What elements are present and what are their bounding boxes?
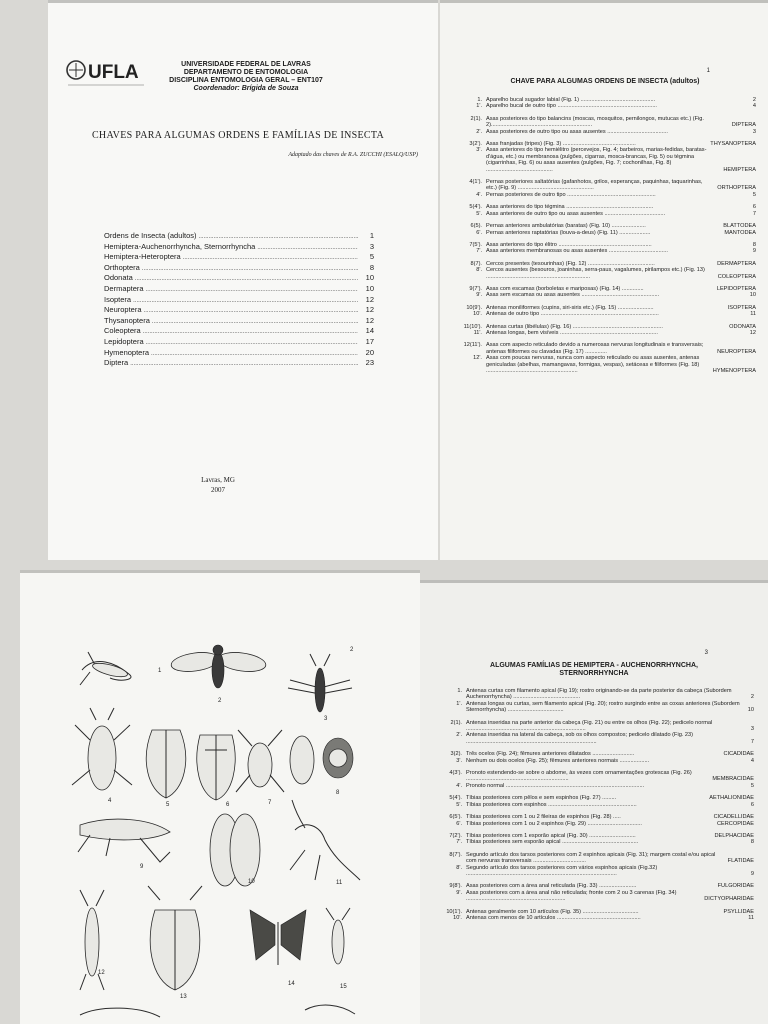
couplet-result: CERCOPIDAE bbox=[717, 820, 754, 827]
couplet-number: 1'. bbox=[456, 700, 462, 707]
fig-label-7: 7 bbox=[268, 800, 272, 806]
couplet-result: 3 bbox=[750, 726, 754, 733]
toc-page: 12 bbox=[365, 305, 374, 315]
toc-leader bbox=[133, 298, 358, 304]
couplet-text: Asas posteriores com a área anal não reticulada; fronte com 2 ou 3 carenas (Fig. 34) ................................................................ bbox=[466, 889, 677, 903]
couplet-result: HEMIPTERA bbox=[723, 166, 756, 173]
key-entry bbox=[452, 355, 756, 374]
key-entry bbox=[432, 688, 754, 701]
couplet-number: 6'. bbox=[456, 820, 462, 827]
figure-10 bbox=[210, 814, 260, 886]
key-entry bbox=[432, 770, 754, 783]
couplet-number: 5'. bbox=[476, 210, 482, 217]
toc-row bbox=[104, 273, 374, 284]
key-entry bbox=[452, 129, 756, 135]
couplet-text: Cercos ausentes (besouros, joaninhas, serra-paus, vagalumes, pirilampos etc.) (Fig. 13) ................................................................... bbox=[486, 267, 705, 280]
couplet-number: 10(1'). bbox=[446, 908, 462, 915]
couplet-text: Aparelho bucal de outro tipo ................................................................ bbox=[486, 103, 657, 110]
couplet-number: 11'. bbox=[473, 329, 482, 336]
hemiptera-key bbox=[432, 688, 754, 921]
couplet-number: 8'. bbox=[456, 864, 462, 871]
key-entry bbox=[432, 839, 754, 845]
couplet-text: Antenas inseridas na lateral da cabeça, sob os olhos compostos; pedicelo dilatado (Fig. 23) .................................................................................... bbox=[466, 732, 693, 745]
toc-leader bbox=[257, 245, 358, 251]
couplet-result: 9 bbox=[750, 870, 754, 877]
couplet-number: 3(2'). bbox=[469, 141, 482, 148]
toc-leader bbox=[135, 276, 358, 282]
institution-header bbox=[166, 61, 326, 93]
couplet-text: Asas anteriores do tipo hemiélitro (percevejos, Fig. 4; barbeiros, marias-fedidas, baratas-d'água, etc.) ou membranosa (pulgões, cigarras, mosca-brancas, Fig. 5) ou tégmina (cigarrinhas, Fig. 6) ou asas ausentes (pulgões, Fig. 7; cochonilhas, Fig. 8) ........................................... bbox=[486, 147, 707, 173]
couplet-number: 1. bbox=[477, 97, 482, 103]
key-entry bbox=[452, 267, 756, 280]
cover-page bbox=[48, 0, 438, 560]
toc-page: 8 bbox=[369, 262, 374, 272]
couplet-result: NEUROPTERA bbox=[717, 348, 756, 355]
key-title: CHAVE PARA ALGUMAS ORDENS DE INSECTA (adultos) bbox=[510, 78, 700, 85]
toc-row bbox=[104, 316, 374, 327]
couplet-result: CICADELLIDAE bbox=[713, 814, 754, 821]
toc-leader bbox=[144, 308, 358, 314]
couplet-result: DICTYOPHARIDAE bbox=[704, 896, 754, 903]
toc-leader bbox=[151, 351, 358, 357]
couplet-result: 9 bbox=[752, 248, 756, 255]
figure-2 bbox=[170, 645, 267, 688]
ufla-logo bbox=[66, 54, 146, 90]
couplet-result: ISOPTERA bbox=[727, 304, 756, 311]
couplet-number: 12(11'). bbox=[463, 342, 482, 349]
toc-leader bbox=[142, 266, 358, 272]
couplet-result: 3 bbox=[752, 128, 756, 135]
department-name: DEPARTAMENTO DE ENTOMOLOGIA bbox=[183, 69, 309, 76]
key-entry bbox=[432, 852, 754, 865]
couplet-result: 5 bbox=[752, 191, 756, 198]
couplet-text: Segundo artículo dos tarsos posteriores com vários espinhos apicais (Fig.32) ................................................................................................. bbox=[466, 864, 658, 877]
couplet-number: 2'. bbox=[476, 128, 482, 135]
couplet-text: Asas anteriores do tipo élitro ............................................................ bbox=[486, 241, 652, 248]
fig-label-9: 9 bbox=[140, 864, 144, 870]
coordinator-name: Coordenador: Brígida de Souza bbox=[193, 85, 299, 92]
couplet-number: 3(2). bbox=[450, 751, 462, 758]
fig-label-11: 11 bbox=[336, 880, 343, 886]
key-title-line-2: STERNORRHYNCHA bbox=[559, 670, 629, 677]
key-entry bbox=[432, 732, 754, 745]
fig-label-1: 1 bbox=[158, 668, 162, 674]
couplet-text: Asas com aspecto reticulado devido a numerosas nervuras longitudinais e transversais; antenas filiformes ou clavadas (Fig. 17) .............. bbox=[486, 342, 704, 355]
figure-11 bbox=[290, 800, 360, 880]
couplet-number: 9'. bbox=[456, 889, 462, 896]
figure-7 bbox=[236, 730, 284, 792]
couplet-result: 4 bbox=[752, 103, 756, 110]
toc-label: Diptera bbox=[104, 358, 129, 368]
toc-label: Thysanoptera bbox=[104, 315, 150, 325]
couplet-text: Aparelho bucal sugador labial (Fig. 1) ................................................ bbox=[486, 97, 656, 103]
couplet-number: 6'. bbox=[476, 229, 482, 236]
couplet-number: 12'. bbox=[473, 355, 482, 362]
fig-label-3: 3 bbox=[324, 716, 328, 722]
couplet-number: 11(10'). bbox=[463, 323, 482, 330]
page-number: 3 bbox=[704, 650, 708, 656]
university-name: UNIVERSIDADE FEDERAL DE LAVRAS bbox=[181, 61, 311, 68]
couplet-text: Nenhum ou dois ocelos (Fig. 25); fêmures anteriores normais ................... bbox=[466, 757, 650, 764]
toc-row bbox=[104, 231, 374, 242]
toc-page: 12 bbox=[365, 315, 374, 325]
couplet-text: Pernas posteriores saltatórias (gafanhotos, grilos, esperanças, paquinhas, taquarinhas, etc.) (Fig. 9) ................................................. bbox=[486, 179, 703, 192]
key-entry bbox=[432, 865, 754, 878]
couplet-number: 5'. bbox=[456, 801, 462, 808]
key-entry bbox=[452, 330, 756, 336]
figure-4 bbox=[72, 708, 132, 790]
couplet-result: 10 bbox=[747, 707, 754, 714]
toc-leader bbox=[146, 287, 358, 293]
toc-label: Dermaptera bbox=[104, 283, 144, 293]
orders-key bbox=[452, 97, 756, 374]
fig-label-13: 13 bbox=[180, 994, 187, 1000]
couplet-result: BLATTODEA bbox=[723, 223, 756, 230]
toc-label: Lepidoptera bbox=[104, 336, 144, 346]
page-edge bbox=[420, 580, 768, 583]
adaptation-note: Adaptado das chaves de R.A. ZUCCHI (ESALQ/USP) bbox=[288, 152, 418, 158]
toc-page: 14 bbox=[365, 326, 374, 336]
couplet-text: Pronoto estendendo-se sobre o abdome, às vezes com ornamentações grotescas (Fig. 26) .................................................................. bbox=[466, 770, 692, 783]
couplet-number: 2(1). bbox=[450, 719, 462, 726]
couplet-text: Antenas moniliformes (cupins, siri-siris etc.) (Fig. 15) ....................... bbox=[486, 304, 654, 311]
couplet-number: 2'. bbox=[456, 732, 462, 739]
key-entry bbox=[432, 720, 754, 733]
key-entry bbox=[452, 192, 756, 198]
key-entry bbox=[452, 292, 756, 298]
couplet-result: ORTHOPTERA bbox=[717, 185, 756, 192]
couplet-text: Asas posteriores de outro tipo ou asas ausentes ....................................... bbox=[486, 128, 668, 135]
couplet-result: DIPTERA bbox=[731, 122, 756, 129]
couplet-number: 7'. bbox=[476, 248, 482, 255]
toc-page: 23 bbox=[365, 358, 374, 368]
couplet-text: Asas posteriores do tipo balancins (moscas, mosquitos, pernilongos, mutucas etc.) (Fig. 2)................................................................. bbox=[486, 115, 704, 129]
couplet-text: Asas anteriores do tipo tégmina ........................................................ bbox=[486, 204, 654, 211]
couplet-result: MANTODEA bbox=[724, 229, 756, 236]
key-entry bbox=[432, 758, 754, 764]
couplet-result: MEMBRACIDAE bbox=[712, 776, 754, 783]
figure-13 bbox=[148, 886, 202, 990]
hemiptera-key-page bbox=[420, 580, 768, 1024]
toc-page: 17 bbox=[365, 336, 374, 346]
key-title-line-1: ALGUMAS FAMÍLIAS DE HEMIPTERA - AUCHENORRHYNCHA, bbox=[490, 662, 698, 669]
couplet-number: 2(1). bbox=[470, 115, 482, 122]
toc-label: Hemiptera-Auchenorrhyncha, Sternorrhyncha bbox=[104, 241, 256, 251]
fig-label-2: 2 bbox=[218, 698, 222, 704]
couplet-text: Antenas curtas (libélulas) (Fig. 16) .......................................................... bbox=[486, 323, 663, 330]
couplet-text: Tíbias posteriores com 1 ou 2 fileiras de espinhos (Fig. 28) ..... bbox=[466, 814, 621, 821]
couplet-result: CICADIDAE bbox=[723, 751, 754, 758]
couplet-result: 5 bbox=[750, 782, 754, 789]
couplet-text: Antenas com menos de 10 artículos ...................................................... bbox=[466, 914, 641, 921]
toc-row bbox=[104, 252, 374, 263]
couplet-text: Antenas longas, bem visíveis ............................................................... bbox=[486, 329, 658, 336]
couplet-result: 7 bbox=[750, 738, 754, 745]
couplet-result: THYSANOPTERA bbox=[710, 141, 756, 148]
figure-8 bbox=[323, 738, 353, 778]
couplet-number: 6(5'). bbox=[449, 814, 462, 821]
couplet-number: 5(4'). bbox=[469, 204, 482, 211]
partial-figures bbox=[80, 1005, 355, 1017]
toc-label: Neuroptera bbox=[104, 305, 142, 315]
figure-6 bbox=[197, 735, 235, 800]
couplet-text: Antenas geralmente com 10 artículos (Fig. 35) .................................... bbox=[466, 908, 639, 915]
toc-page: 5 bbox=[369, 252, 374, 262]
couplet-number: 8(7). bbox=[470, 260, 482, 267]
toc-row bbox=[104, 337, 374, 348]
toc-row bbox=[104, 284, 374, 295]
toc-leader bbox=[146, 340, 358, 346]
couplet-number: 4'. bbox=[456, 782, 462, 789]
couplet-text: Pronoto normal ......................................................................................... bbox=[466, 782, 645, 789]
key-entry bbox=[432, 821, 754, 827]
toc-label: Hemiptera-Heteroptera bbox=[104, 252, 181, 262]
key-entry bbox=[432, 802, 754, 808]
couplet-result: FULGORIDAE bbox=[717, 883, 754, 890]
key-entry bbox=[432, 783, 754, 789]
fig-label-5: 5 bbox=[166, 802, 170, 808]
toc-page: 20 bbox=[365, 347, 374, 357]
couplet-result: 2 bbox=[752, 97, 756, 103]
document-title: CHAVES PARA ALGUMAS ORDENS E FAMÍLIAS DE INSECTA bbox=[91, 130, 385, 141]
fig-label-15: 15 bbox=[340, 984, 347, 990]
logo-text: UFLA bbox=[88, 62, 139, 83]
couplet-text: Três ocelos (Fig. 24); fêmures anteriores dilatados ........................... bbox=[466, 751, 635, 758]
couplet-result: DERMAPTERA bbox=[717, 260, 756, 267]
couplet-text: Tíbias posteriores sem esporão apical ................................................. bbox=[466, 839, 639, 846]
page-edge bbox=[48, 0, 438, 3]
page-number: 1 bbox=[706, 68, 710, 74]
figure-9 bbox=[78, 819, 170, 862]
key-entry bbox=[452, 230, 756, 236]
couplet-text: Pernas anteriores ambulatórias (baratas) (Fig. 10) ...................... bbox=[486, 223, 646, 230]
fig-label-6: 6 bbox=[226, 802, 230, 808]
toc-label: Isoptera bbox=[104, 294, 132, 304]
couplet-result: HYMENOPTERA bbox=[712, 368, 756, 374]
couplet-number: 4'. bbox=[476, 191, 482, 198]
key-entry bbox=[452, 248, 756, 254]
fig-label-4: 4 bbox=[108, 798, 112, 804]
key-entry bbox=[432, 701, 754, 714]
couplet-number: 4(1'). bbox=[469, 179, 482, 186]
fig-label-14: 14 bbox=[288, 981, 295, 987]
toc-row bbox=[104, 348, 374, 359]
couplet-text: Pernas anteriores raptatórias (louva-a-deus) (Fig. 11) .................... bbox=[486, 229, 651, 236]
couplet-result: DELPHACIDAE bbox=[714, 832, 754, 839]
orders-key-page bbox=[440, 0, 768, 560]
couplet-result: FLATIDAE bbox=[727, 858, 754, 865]
toc-leader bbox=[143, 329, 358, 335]
key-entry bbox=[432, 890, 754, 903]
table-of-contents bbox=[104, 231, 374, 369]
toc-page: 1 bbox=[369, 231, 374, 240]
place-date bbox=[168, 475, 268, 495]
toc-label: Orthoptera bbox=[104, 262, 140, 272]
couplet-result: LEPIDOPTERA bbox=[716, 285, 756, 292]
couplet-result: PSYLLIDAE bbox=[723, 908, 754, 915]
year: 2007 bbox=[211, 486, 225, 494]
couplet-result: 8 bbox=[750, 839, 754, 846]
city: Lavras, MG bbox=[201, 476, 235, 484]
couplet-number: 3'. bbox=[456, 757, 462, 764]
couplet-result: 11 bbox=[750, 311, 756, 318]
toc-label: Hymenoptera bbox=[104, 347, 150, 357]
figure-14 bbox=[250, 910, 306, 965]
insect-figures bbox=[20, 570, 420, 1024]
toc-leader bbox=[199, 234, 358, 240]
couplet-number: 10'. bbox=[473, 311, 482, 318]
toc-row bbox=[104, 263, 374, 274]
couplet-number: 7'. bbox=[456, 839, 462, 846]
key-entry bbox=[452, 147, 756, 173]
key-entry bbox=[432, 915, 754, 921]
couplet-text: Asas posteriores com a área anal reticulada (Fig. 33) ........................ bbox=[466, 883, 637, 890]
couplet-result: 8 bbox=[752, 241, 756, 248]
couplet-number: 7(2'). bbox=[449, 832, 462, 839]
couplet-text: Pernas posteriores de outro tipo ......................................................... bbox=[486, 191, 656, 198]
couplet-text: Asas anteriores de outro tipo ou asas ausentes ....................................... bbox=[486, 210, 666, 217]
key-entry bbox=[452, 116, 756, 129]
couplet-number: 10'. bbox=[453, 914, 462, 921]
toc-row bbox=[104, 305, 374, 316]
couplet-text: Tíbias posteriores com 1 esporão apical (Fig. 30) .............................. bbox=[466, 832, 636, 839]
toc-label: Ordens de Insecta (adultos) bbox=[104, 231, 197, 240]
couplet-text: Antenas de outro tipo ............................................................................ bbox=[486, 311, 659, 318]
couplet-number: 10(9'). bbox=[466, 304, 482, 311]
couplet-number: 9(8'). bbox=[449, 883, 462, 890]
toc-leader bbox=[130, 361, 358, 367]
couplet-text: Segundo artículo dos tarsos posteriores com 2 espinhos apicais (Fig. 31); margem costal e/ou apical com nervuras transversais .................................. bbox=[466, 851, 716, 865]
toc-row bbox=[104, 242, 374, 253]
couplet-number: 9'. bbox=[476, 292, 482, 299]
page-number: 2 bbox=[350, 647, 354, 653]
couplet-number: 6(5). bbox=[470, 223, 482, 230]
couplet-text: Asas com escamas (borboletas e mariposas) (Fig. 14) .............. bbox=[486, 285, 644, 292]
couplet-text: Antenas inseridas na parte anterior da cabeça (Fig. 21) ou entre os olhos (Fig. 22); pedicelo normal ............................................................................. bbox=[466, 719, 713, 733]
fig-label-10: 10 bbox=[248, 879, 255, 885]
couplet-number: 7(5'). bbox=[469, 241, 482, 248]
couplet-text: Antenas longas ou curtas, sem filamento apical (Fig. 20); rostro surgindo entre as coxas anteriores (Subordem Sternorrhyncha) .................................... bbox=[466, 700, 740, 714]
couplet-result: ODONATA bbox=[729, 323, 756, 330]
toc-page: 10 bbox=[365, 273, 374, 283]
couplet-text: Tíbias posteriores com pêlos e sem espinhos (Fig. 27) ......... bbox=[466, 795, 617, 802]
couplet-result: COLEOPTERA bbox=[717, 273, 756, 280]
couplet-text: Antenas curtas com filamento apical (Fig 19); rostro originando-se da parte posterior da cabeça (Subordem Auchenorrhyncha) ........................................... bbox=[466, 688, 732, 701]
couplet-result: 7 bbox=[752, 210, 756, 217]
couplet-number: 8'. bbox=[476, 267, 482, 274]
couplet-result: 10 bbox=[749, 292, 756, 299]
couplet-result: 6 bbox=[752, 204, 756, 211]
figures-page bbox=[20, 570, 420, 1024]
toc-leader bbox=[152, 319, 358, 325]
figure-3 bbox=[288, 654, 352, 712]
couplet-result: 2 bbox=[750, 694, 754, 701]
couplet-number: 3'. bbox=[476, 147, 482, 154]
couplet-result: 4 bbox=[750, 757, 754, 764]
couplet-result: 12 bbox=[749, 329, 756, 336]
key-entry bbox=[452, 311, 756, 317]
figure-5 bbox=[146, 730, 185, 798]
toc-row bbox=[104, 358, 374, 369]
couplet-result: 11 bbox=[748, 914, 754, 921]
couplet-number: 4(3'). bbox=[449, 770, 462, 777]
toc-row bbox=[104, 295, 374, 306]
toc-row bbox=[104, 326, 374, 337]
toc-page: 10 bbox=[365, 283, 374, 293]
key-entry bbox=[452, 179, 756, 192]
couplet-text: Tíbias posteriores com 1 ou 2 espinhos (Fig. 29) ................................... bbox=[466, 820, 642, 827]
couplet-number: 8(7'). bbox=[449, 851, 462, 858]
toc-page: 12 bbox=[365, 294, 374, 304]
couplet-number: 1'. bbox=[476, 103, 482, 110]
key-entry bbox=[452, 103, 756, 109]
couplet-text: Asas anteriores membranosas ou asas ausentes ...................................... bbox=[486, 248, 668, 255]
key-entry bbox=[452, 211, 756, 217]
discipline-name: DISCIPLINA ENTOMOLOGIA GERAL – ENT107 bbox=[169, 77, 323, 84]
key-title bbox=[430, 662, 758, 678]
figure-1 bbox=[80, 652, 131, 685]
fig-label-8: 8 bbox=[336, 790, 340, 796]
couplet-text: Asas com poucas nervuras, nunca com aspecto reticulado ou asas ausentes, antenas geniculadas (abelhas, mamangavas, formigas, vespas), setáceas e filiformes (Fig. 18) ........................................................... bbox=[486, 355, 700, 374]
toc-page: 3 bbox=[369, 241, 374, 251]
couplet-number: 5(4'). bbox=[449, 795, 462, 802]
toc-leader bbox=[183, 255, 358, 261]
figure-15 bbox=[326, 908, 350, 964]
toc-label: Coleoptera bbox=[104, 326, 141, 336]
couplet-result: 6 bbox=[750, 801, 754, 808]
fig-label-12: 12 bbox=[98, 970, 105, 976]
key-entry bbox=[452, 342, 756, 355]
couplet-number: 1. bbox=[457, 688, 462, 694]
couplet-text: Asas franjadas (tripes) (Fig. 3) ............................................... bbox=[486, 141, 636, 148]
couplet-text: Asas sem escamas ou asas ausentes .................................................. bbox=[486, 292, 660, 299]
figure-7b bbox=[290, 736, 314, 784]
page-edge bbox=[440, 0, 768, 3]
couplet-number: 9(7'). bbox=[469, 285, 482, 292]
couplet-text: Cercos presentes (tesourinhas) (Fig. 12) ........................................... bbox=[486, 260, 655, 267]
couplet-text: Tíbias posteriores com espinhos ......................................................... bbox=[466, 801, 637, 808]
couplet-result: AETHALIONIDAE bbox=[709, 795, 754, 802]
toc-label: Odonata bbox=[104, 273, 133, 283]
